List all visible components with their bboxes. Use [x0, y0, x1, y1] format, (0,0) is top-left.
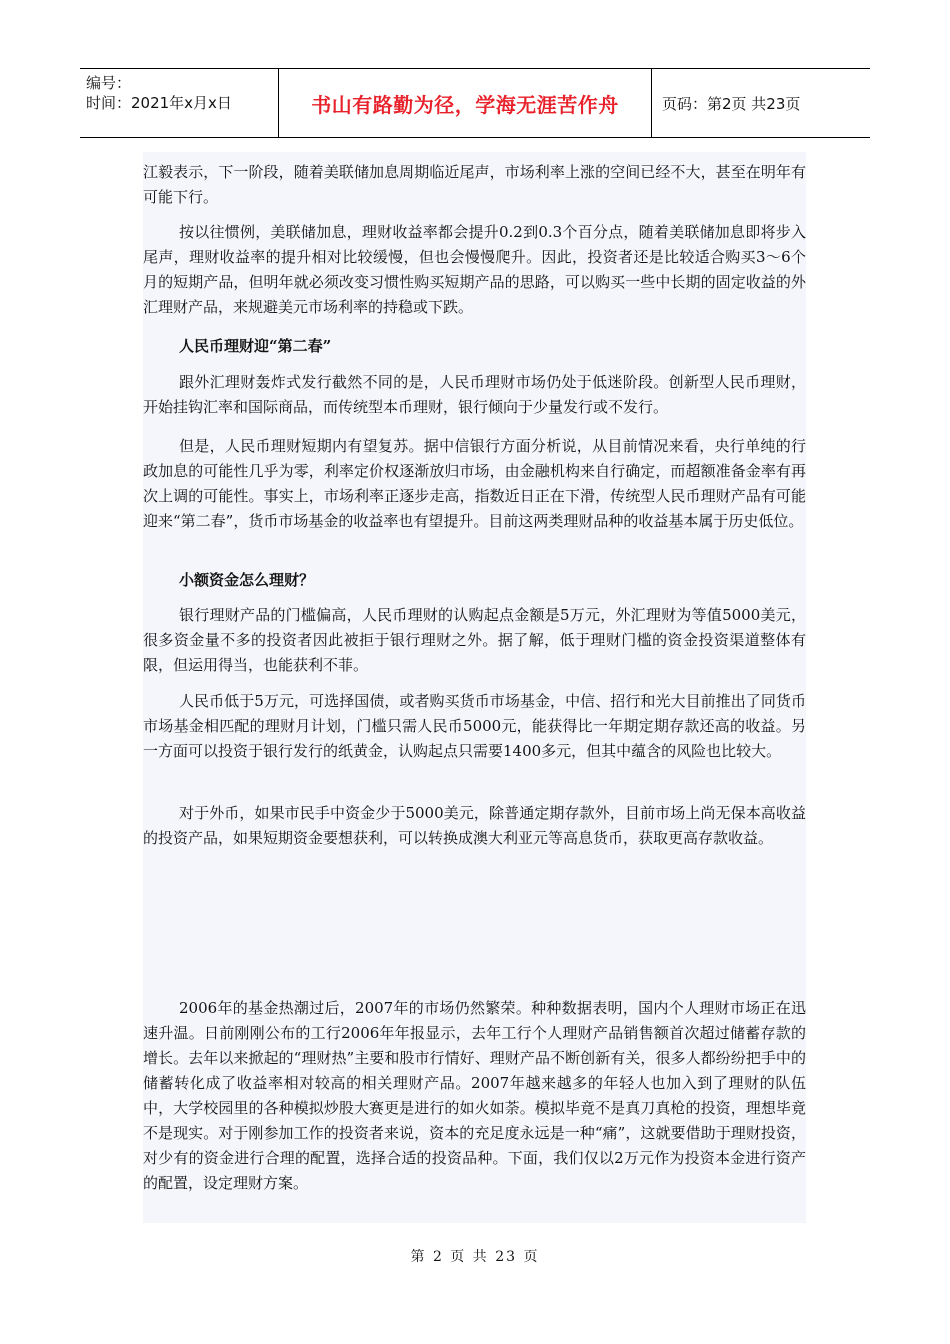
heading-small-funds: 小额资金怎么理财？ — [179, 571, 315, 589]
page-footer: 第 2 页 共 23 页 — [410, 1249, 540, 1265]
paragraph-1: 江毅表示，下一阶段，随着美联储加息周期临近尾声，市场利率上涨的空间已经不大，甚至在明年有可能下行。 — [143, 163, 806, 206]
paragraph-5: 银行理财产品的门槛偏高，人民币理财的认购起点金额是5万元，外汇理财为等值5000美元，很多资金量不多的投资者因此被拒于银行理财之外。据了解，低于理财门槛的资金投资渠道整体有限，但运用得当，也能获利不菲。 — [143, 606, 806, 674]
header-number-label: 编号： — [86, 74, 132, 92]
header-page-info: 页码：第2页 共23页 — [662, 94, 801, 113]
page-header — [80, 68, 870, 138]
paragraph-8: 2006年的基金热潮过后，2007年的市场仍然繁荣。种种数据表明，国内个人理财市场正在迅速升温。日前刚刚公布的工行2006年年报显示，去年工行个人理财产品销售额首次超过储蓄存款的增长。去年以来掀起的“理财热”主要和股市行情好、理财产品不断创新有关，很多人都纷纷把手中的储蓄转化成了收益率相对较高的相关理财产品。2007年越来越多的年轻人也加入到了理财的队伍中，大学校园里的各种模拟炒股大赛更是进行的如火如荼。模拟毕竟不是真刀真枪的投资，理想毕竟不是现实。对于刚参加工作的投资者来说，资本的充足度永远是一种“痛”，这就要借助于理财投资，对少有的资金进行合理的配置，选择合适的投资品种。下面，我们仅以2万元作为投资本金进行资产的配置，设定理财方案。 — [143, 999, 806, 1192]
paragraph-7: 对于外币，如果市民手中资金少于5000美元，除普通定期存款外，目前市场上尚无保本高收益的投资产品，如果短期资金要想获利，可以转换成澳大利亚元等高息货币，获取更高存款收益。 — [143, 804, 806, 847]
document-body — [143, 152, 806, 1223]
heading-rmb-second-spring: 人民币理财迎“第二春” — [179, 337, 332, 355]
header-time-label: 时间：2021年x月x日 — [86, 94, 232, 112]
paragraph-6: 人民币低于5万元，可选择国债，或者购买货币市场基金，中信、招行和光大目前推出了同货币市场基金相匹配的理财月计划，门槛只需人民币5000元，能获得比一年期定期存款还高的收益。另一方面可以投资于银行发行的纸黄金，认购起点只需要1400多元，但其中蕴含的风险也比较大。 — [143, 692, 806, 760]
paragraph-4: 但是，人民币理财短期内有望复苏。据中信银行方面分析说，从目前情况来看，央行单纯的行政加息的可能性几乎为零，利率定价权逐渐放归市场，由金融机构来自行确定，而超额准备金率有再次上调的可能性。事实上，市场利率正逐步走高，指数近日正在下滑，传统型人民币理财产品有可能迎来“第二春”，货币市场基金的收益率也有望提升。目前这两类理财品种的收益基本属于历史低位。 — [143, 437, 806, 530]
paragraph-2: 按以往惯例，美联储加息，理财收益率都会提升0.2到0.3个百分点，随着美联储加息即将步入尾声，理财收益率的提升相对比较缓慢，但也会慢慢爬升。因此，投资者还是比较适合购买3～6个月的短期产品，但明年就必须改变习惯性购买短期产品的思路，可以购买一些中长期的固定收益的外汇理财产品，来规避美元市场利率的持稳或下跌。 — [143, 223, 806, 316]
header-meta — [80, 69, 279, 137]
header-motto: 书山有路勤为径，学海无涯苦作舟 — [279, 69, 652, 137]
paragraph-3: 跟外汇理财轰炸式发行截然不同的是，人民币理财市场仍处于低迷阶段。创新型人民币理财，开始挂钩汇率和国际商品，而传统型本币理财，银行倾向于少量发行或不发行。 — [143, 373, 806, 416]
